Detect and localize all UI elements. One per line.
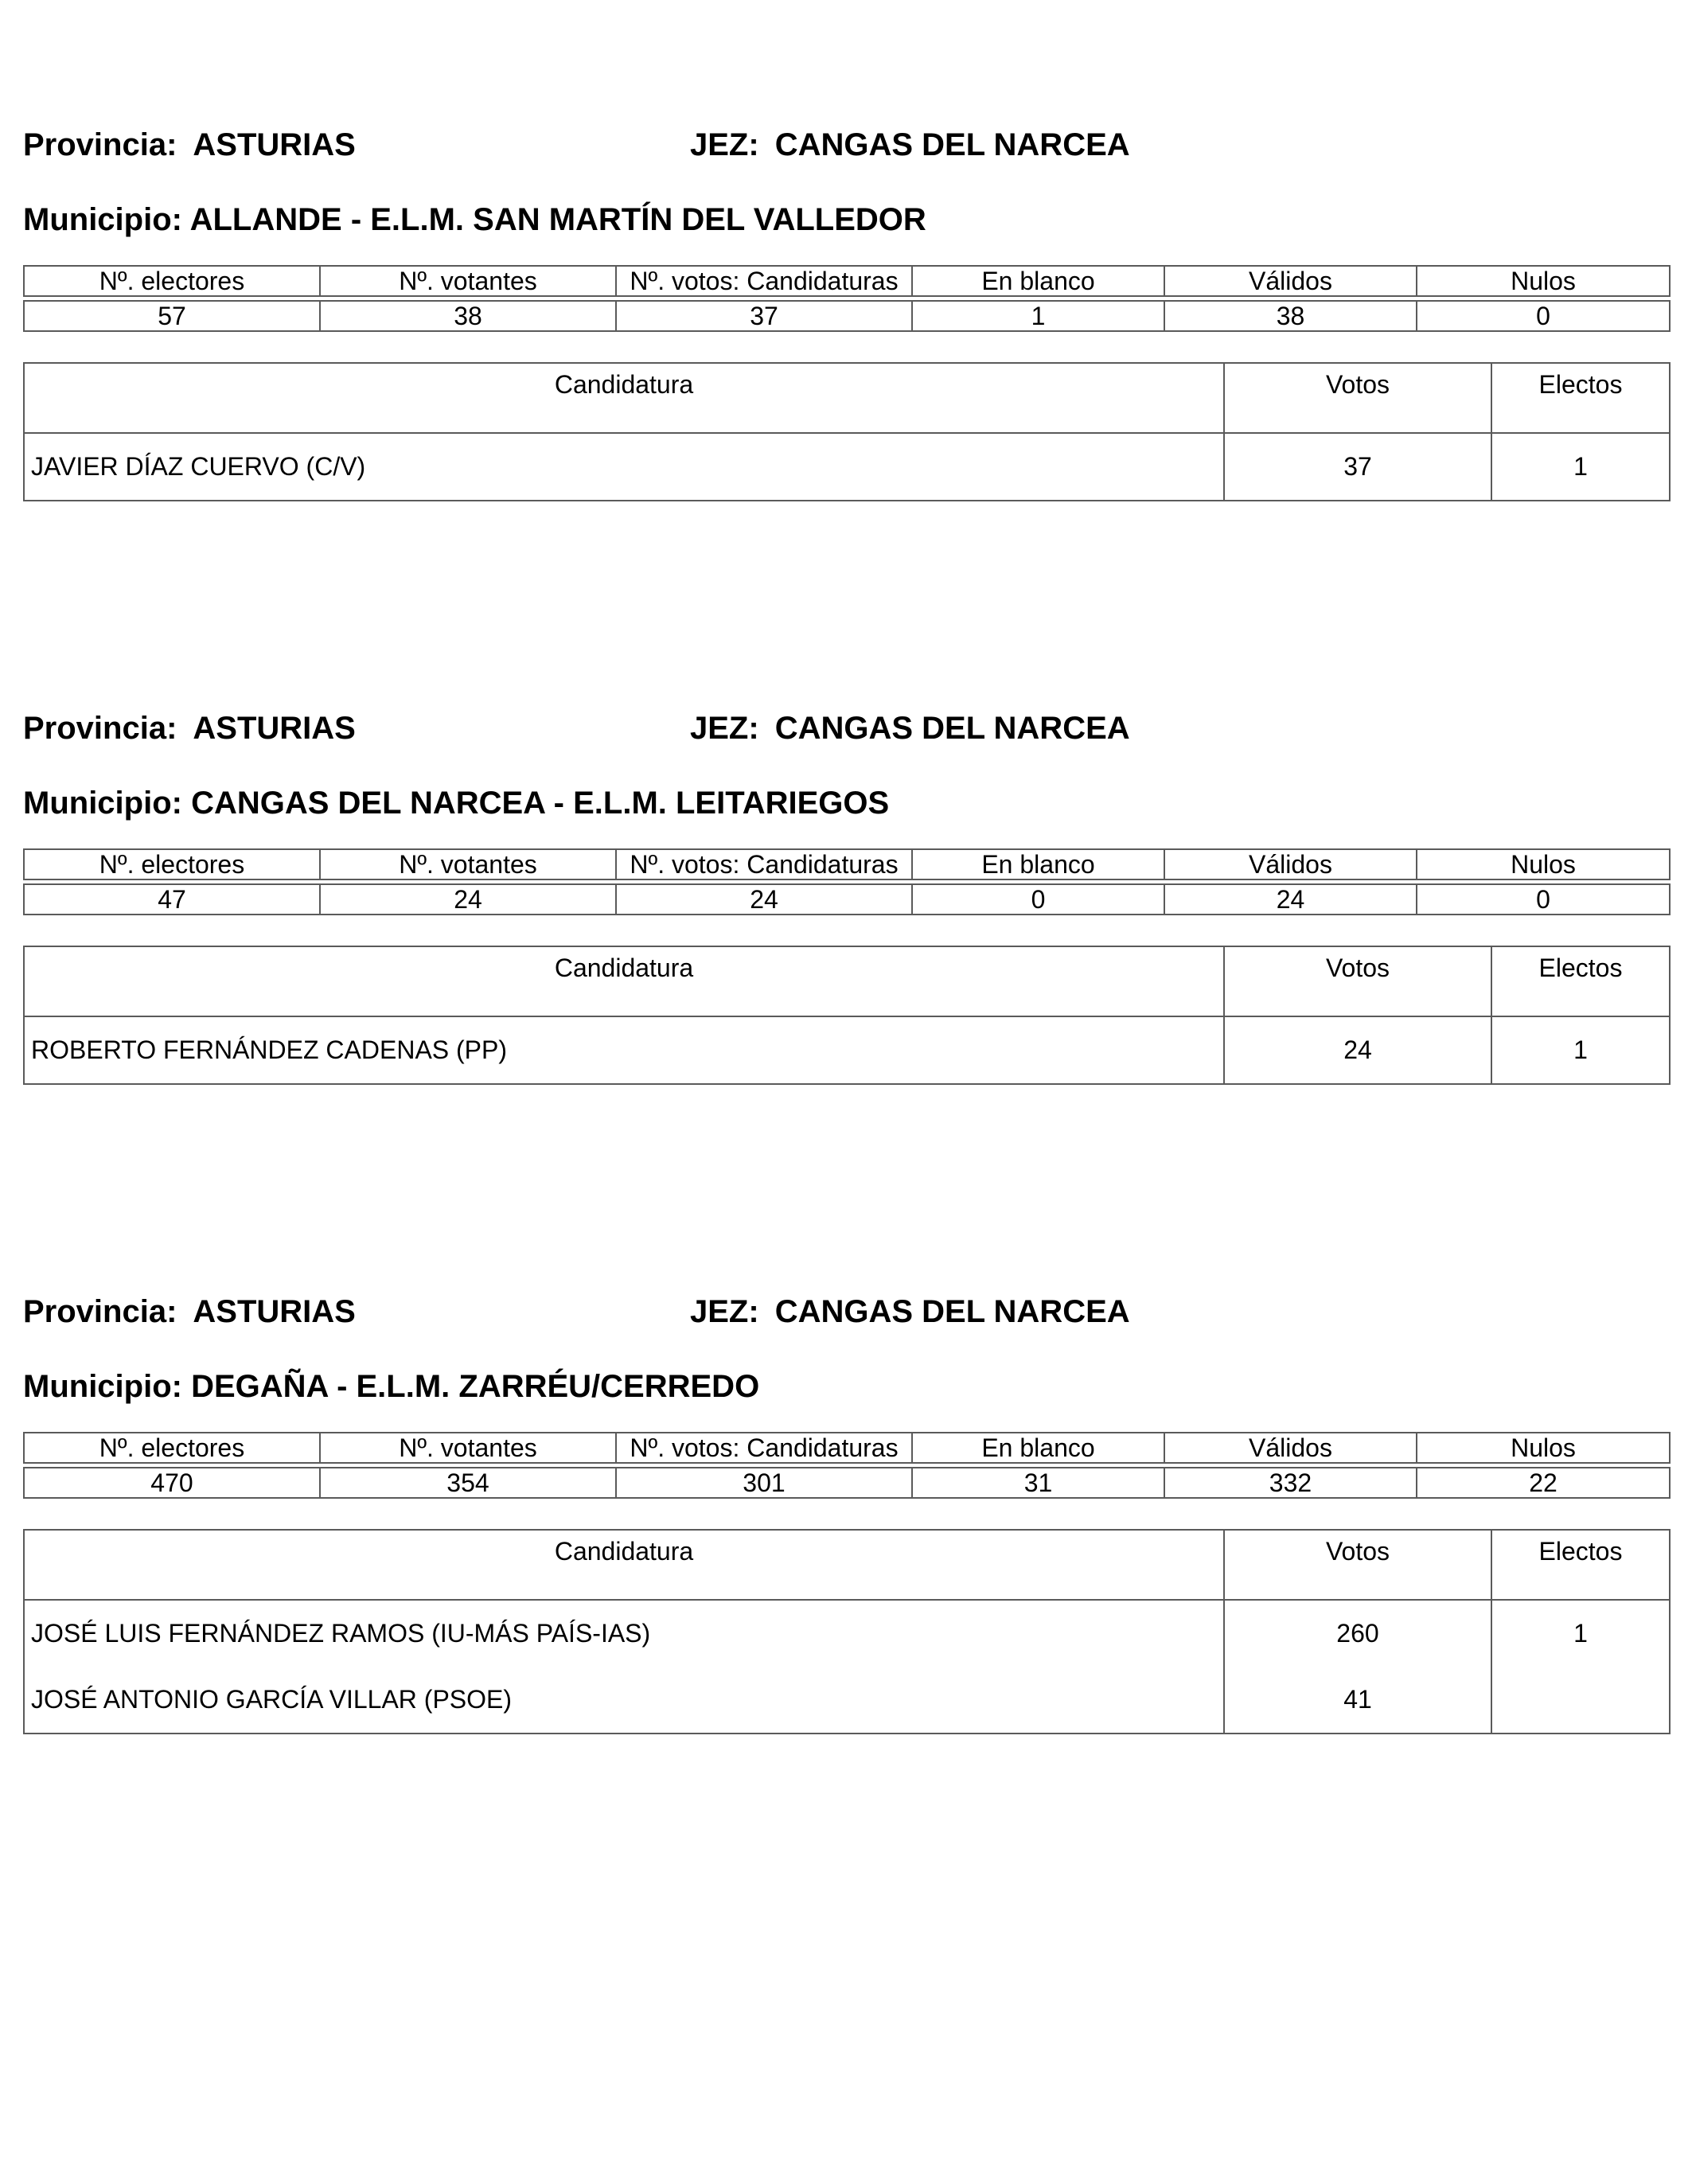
section-header bbox=[23, 704, 1669, 752]
stats-value-row bbox=[24, 1468, 1670, 1498]
candidate-row bbox=[24, 1600, 1670, 1667]
stats-value-votantes: 24 bbox=[320, 884, 616, 915]
stats-value-nulos: 0 bbox=[1417, 301, 1670, 331]
municipio-label: Municipio: bbox=[23, 202, 182, 237]
stats-value-row bbox=[24, 301, 1670, 331]
stats-header-en-blanco: En blanco bbox=[912, 266, 1164, 296]
stats-value-nulos: 0 bbox=[1417, 884, 1670, 915]
stats-value-en-blanco: 1 bbox=[912, 301, 1164, 331]
cand-header-votos: Votos bbox=[1224, 1530, 1491, 1600]
jez-value: CANGAS DEL NARCEA bbox=[774, 1294, 1130, 1329]
stats-header-votantes: Nº. votantes bbox=[320, 1433, 616, 1463]
provincia-label: Provincia: bbox=[23, 127, 177, 162]
municipio-line bbox=[23, 786, 889, 821]
provincia-value: ASTURIAS bbox=[193, 1294, 356, 1329]
stats-header-electores: Nº. electores bbox=[24, 266, 320, 296]
stats-table bbox=[23, 1432, 1671, 1499]
stats-value-electores: 47 bbox=[24, 884, 320, 915]
stats-value-validos: 38 bbox=[1164, 301, 1417, 331]
candidate-name: JAVIER DÍAZ CUERVO (C/V) bbox=[24, 433, 1224, 501]
candidate-name: JOSÉ LUIS FERNÁNDEZ RAMOS (IU-MÁS PAÍS-IAS) bbox=[24, 1600, 1224, 1667]
stats-header-validos: Válidos bbox=[1164, 1433, 1417, 1463]
jez-line bbox=[690, 127, 1130, 163]
stats-value-votos-candidaturas: 24 bbox=[616, 884, 912, 915]
candidate-votos: 37 bbox=[1224, 433, 1491, 501]
provincia-value: ASTURIAS bbox=[193, 127, 356, 162]
provincia-value: ASTURIAS bbox=[193, 711, 356, 746]
provincia-line bbox=[23, 1294, 356, 1330]
stats-header-row bbox=[24, 1433, 1670, 1463]
stats-header-electores: Nº. electores bbox=[24, 849, 320, 879]
stats-header-votos-candidaturas: Nº. votos: Candidaturas bbox=[616, 1433, 912, 1463]
candidate-votos: 24 bbox=[1224, 1016, 1491, 1084]
jez-value: CANGAS DEL NARCEA bbox=[774, 711, 1130, 746]
candidates-header-row bbox=[24, 946, 1670, 1016]
stats-value-en-blanco: 31 bbox=[912, 1468, 1164, 1498]
stats-table bbox=[23, 265, 1671, 332]
cand-header-electos: Electos bbox=[1491, 363, 1670, 433]
cand-header-candidatura: Candidatura bbox=[24, 1530, 1224, 1600]
jez-line bbox=[690, 711, 1130, 747]
stats-header-votantes: Nº. votantes bbox=[320, 849, 616, 879]
municipio-value: CANGAS DEL NARCEA - E.L.M. LEITARIEGOS bbox=[191, 786, 890, 821]
candidate-name: JOSÉ ANTONIO GARCÍA VILLAR (PSOE) bbox=[24, 1667, 1224, 1734]
stats-header-nulos: Nulos bbox=[1417, 266, 1670, 296]
candidate-electos: 1 bbox=[1491, 1600, 1670, 1667]
candidate-row bbox=[24, 433, 1670, 501]
stats-header-votos-candidaturas: Nº. votos: Candidaturas bbox=[616, 266, 912, 296]
candidate-name: ROBERTO FERNÁNDEZ CADENAS (PP) bbox=[24, 1016, 1224, 1084]
candidates-table bbox=[23, 946, 1671, 1085]
cand-header-votos: Votos bbox=[1224, 946, 1491, 1016]
stats-value-votantes: 38 bbox=[320, 301, 616, 331]
stats-value-row bbox=[24, 884, 1670, 915]
municipio-value: ALLANDE - E.L.M. SAN MARTÍN DEL VALLEDOR bbox=[189, 202, 926, 237]
candidate-votos: 41 bbox=[1224, 1667, 1491, 1734]
municipio-label: Municipio: bbox=[23, 1369, 182, 1404]
candidates-table bbox=[23, 362, 1671, 501]
candidate-row bbox=[24, 1016, 1670, 1084]
jez-label: JEZ: bbox=[690, 1294, 759, 1329]
jez-label: JEZ: bbox=[690, 127, 759, 162]
stats-header-electores: Nº. electores bbox=[24, 1433, 320, 1463]
stats-header-nulos: Nulos bbox=[1417, 1433, 1670, 1463]
stats-value-validos: 24 bbox=[1164, 884, 1417, 915]
stats-header-row bbox=[24, 849, 1670, 879]
stats-header-votos-candidaturas: Nº. votos: Candidaturas bbox=[616, 849, 912, 879]
stats-header-validos: Válidos bbox=[1164, 849, 1417, 879]
candidates-header-row bbox=[24, 1530, 1670, 1600]
provincia-label: Provincia: bbox=[23, 711, 177, 746]
candidates-header-row bbox=[24, 363, 1670, 433]
stats-value-votos-candidaturas: 37 bbox=[616, 301, 912, 331]
stats-value-en-blanco: 0 bbox=[912, 884, 1164, 915]
municipio-value: DEGAÑA - E.L.M. ZARRÉU/CERREDO bbox=[191, 1369, 760, 1404]
cand-header-votos: Votos bbox=[1224, 363, 1491, 433]
stats-value-electores: 57 bbox=[24, 301, 320, 331]
section-header bbox=[23, 121, 1669, 169]
stats-header-row bbox=[24, 266, 1670, 296]
provincia-line bbox=[23, 127, 356, 163]
stats-table bbox=[23, 848, 1671, 915]
cand-header-candidatura: Candidatura bbox=[24, 946, 1224, 1016]
cand-header-candidatura: Candidatura bbox=[24, 363, 1224, 433]
candidate-electos: 1 bbox=[1491, 433, 1670, 501]
jez-value: CANGAS DEL NARCEA bbox=[774, 127, 1130, 162]
cand-header-electos: Electos bbox=[1491, 1530, 1670, 1600]
candidate-electos bbox=[1491, 1667, 1670, 1734]
cand-header-electos: Electos bbox=[1491, 946, 1670, 1016]
stats-value-validos: 332 bbox=[1164, 1468, 1417, 1498]
municipio-label: Municipio: bbox=[23, 786, 182, 821]
municipio-line bbox=[23, 1369, 759, 1405]
municipio-section-1 bbox=[23, 121, 1669, 614]
jez-line bbox=[690, 1294, 1130, 1330]
stats-value-nulos: 22 bbox=[1417, 1468, 1670, 1498]
candidate-votos: 260 bbox=[1224, 1600, 1491, 1667]
stats-header-en-blanco: En blanco bbox=[912, 849, 1164, 879]
municipio-line bbox=[23, 202, 926, 238]
stats-value-electores: 470 bbox=[24, 1468, 320, 1498]
stats-header-votantes: Nº. votantes bbox=[320, 266, 616, 296]
provincia-line bbox=[23, 711, 356, 747]
stats-header-en-blanco: En blanco bbox=[912, 1433, 1164, 1463]
section-header bbox=[23, 1288, 1669, 1336]
stats-header-validos: Válidos bbox=[1164, 266, 1417, 296]
stats-value-votos-candidaturas: 301 bbox=[616, 1468, 912, 1498]
jez-label: JEZ: bbox=[690, 711, 759, 746]
candidate-row bbox=[24, 1667, 1670, 1734]
stats-header-nulos: Nulos bbox=[1417, 849, 1670, 879]
candidates-table bbox=[23, 1529, 1671, 1734]
municipio-section-2 bbox=[23, 704, 1669, 1198]
municipio-section-3 bbox=[23, 1288, 1669, 1781]
provincia-label: Provincia: bbox=[23, 1294, 177, 1329]
stats-value-votantes: 354 bbox=[320, 1468, 616, 1498]
candidate-electos: 1 bbox=[1491, 1016, 1670, 1084]
